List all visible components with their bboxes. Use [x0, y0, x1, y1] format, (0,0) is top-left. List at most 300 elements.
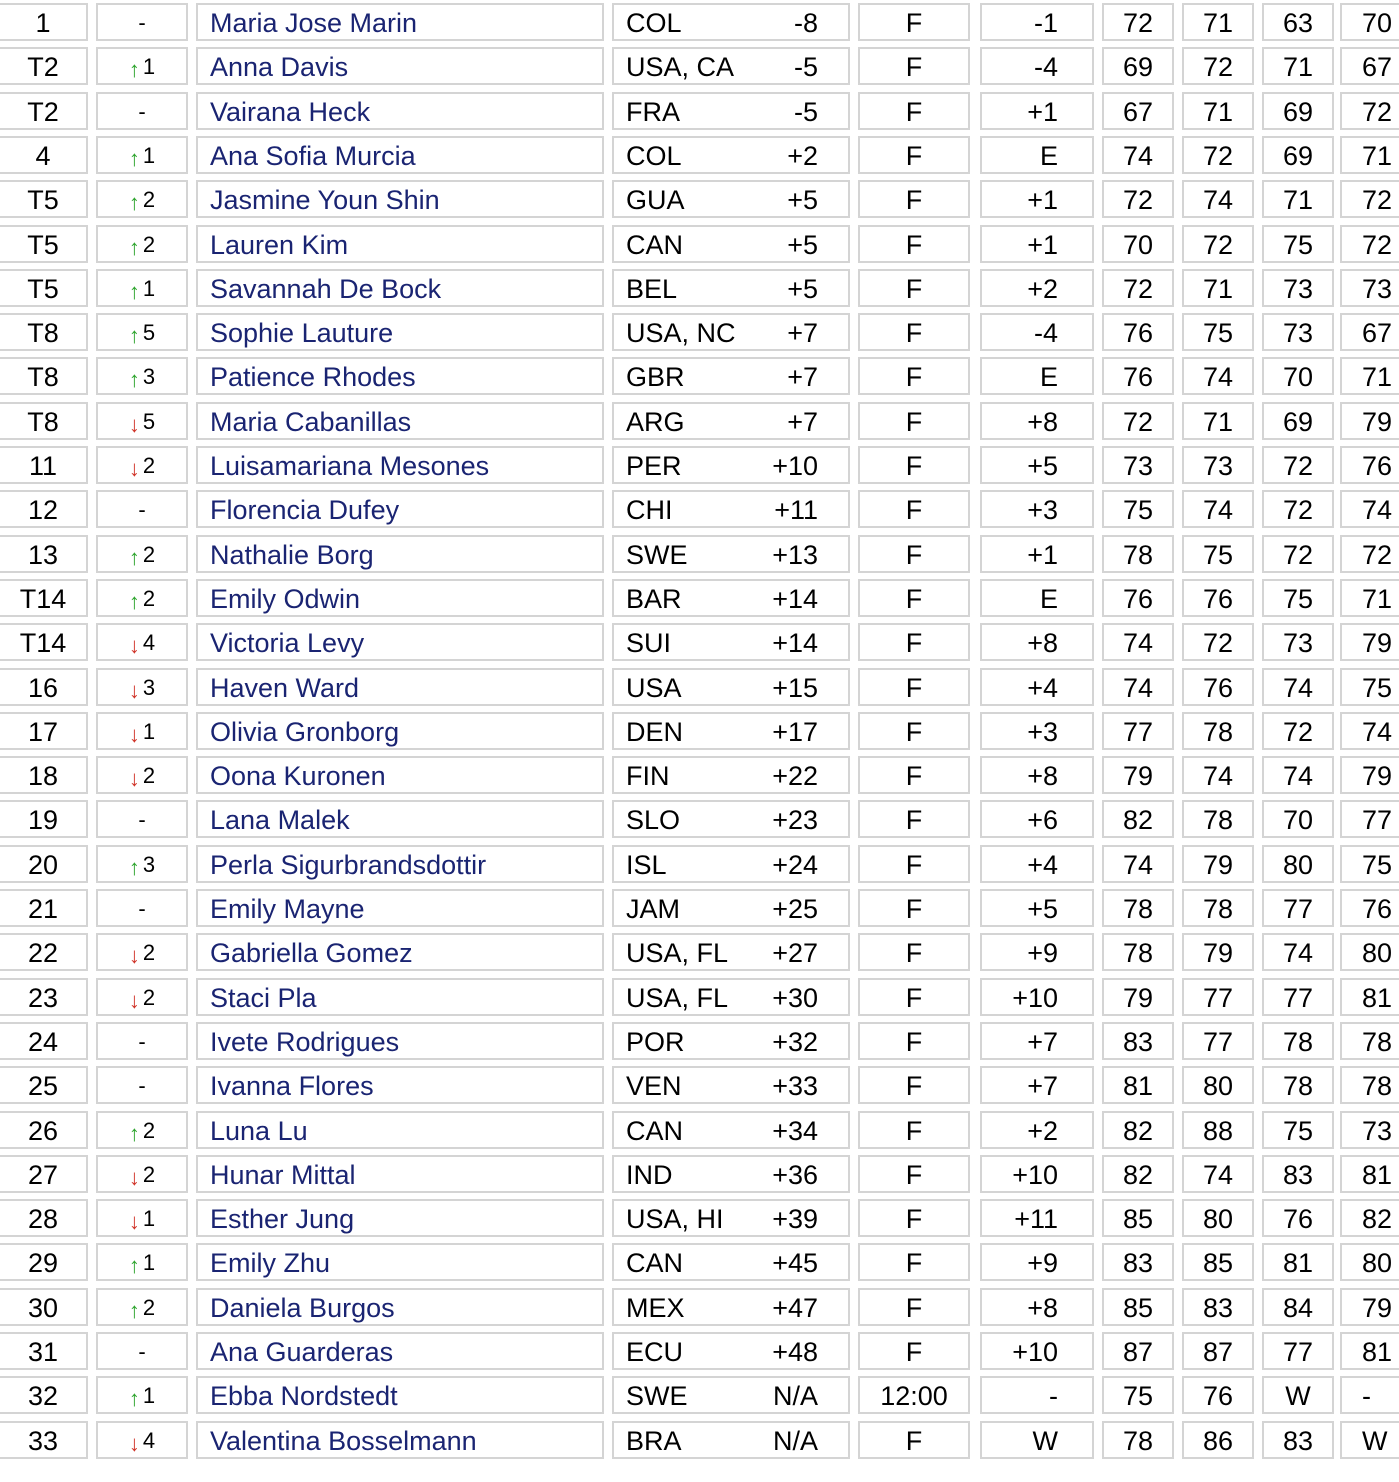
movement-cell: [96, 933, 188, 971]
movement-cell: [96, 136, 188, 174]
thru-cell: F: [858, 668, 970, 706]
down-arrow-icon: ↓: [128, 456, 140, 481]
up-arrow-icon: ↑: [128, 190, 140, 215]
player-name-link[interactable]: Florencia Dufey: [196, 490, 604, 528]
round-1-score: 79: [1102, 756, 1174, 794]
player-name-link[interactable]: Nathalie Borg: [196, 535, 604, 573]
country-value: SWE: [626, 540, 688, 570]
round-2-score: 78: [1182, 800, 1254, 838]
round-4-score: 77: [1340, 800, 1399, 838]
round-3-score: 69: [1262, 92, 1334, 130]
movement-cell: [96, 1376, 188, 1414]
position-cell: 12: [0, 490, 88, 528]
round-3-score: 71: [1262, 180, 1334, 218]
round-4-score: 70: [1340, 3, 1399, 41]
round-1-score: 74: [1102, 623, 1174, 661]
movement-cell: [96, 180, 188, 218]
round-3-score: 75: [1262, 1111, 1334, 1149]
country-cell: [612, 1199, 850, 1237]
player-name-link[interactable]: Luisamariana Mesones: [196, 446, 604, 484]
round-4-score: 81: [1340, 1155, 1399, 1193]
table-row: [0, 842, 1399, 886]
table-row: [0, 1285, 1399, 1329]
total-score: +7: [787, 318, 818, 348]
round-1-score: 78: [1102, 535, 1174, 573]
country-cell: [612, 535, 850, 573]
up-arrow-icon: ↑: [128, 146, 140, 171]
round-3-score: 77: [1262, 978, 1334, 1016]
country-cell: [612, 1421, 850, 1459]
total-score: N/A: [772, 1426, 818, 1456]
today-score-cell: +8: [980, 402, 1094, 440]
round-4-score: 67: [1340, 313, 1399, 351]
today-score-cell: +8: [980, 756, 1094, 794]
today-score-cell: +8: [980, 623, 1094, 661]
round-1-score: 76: [1102, 579, 1174, 617]
round-2-score: 79: [1182, 845, 1254, 883]
round-3-score: 69: [1262, 136, 1334, 174]
round-2-score: 77: [1182, 1022, 1254, 1060]
round-1-score: 73: [1102, 446, 1174, 484]
today-score-cell: -4: [980, 47, 1094, 85]
country-value: JAM: [626, 894, 680, 924]
movement-value: 2: [142, 763, 156, 788]
player-name-link[interactable]: Ivete Rodrigues: [196, 1022, 604, 1060]
country-value: FRA: [626, 97, 680, 127]
country-cell: [612, 3, 850, 41]
thru-cell: F: [858, 1332, 970, 1370]
country-cell: [612, 800, 850, 838]
thru-cell: F: [858, 1199, 970, 1237]
country-cell: [612, 1155, 850, 1193]
table-row: [0, 177, 1399, 221]
total-score: -8: [793, 8, 818, 38]
country-value: ECU: [626, 1337, 684, 1367]
round-4-score: 72: [1340, 225, 1399, 263]
round-4-score: 72: [1340, 180, 1399, 218]
country-value: POR: [626, 1027, 685, 1057]
round-2-score: 74: [1182, 180, 1254, 218]
round-2-score: 71: [1182, 3, 1254, 41]
round-2-score: 74: [1182, 490, 1254, 528]
today-score-cell: +4: [980, 668, 1094, 706]
position-cell: T5: [0, 180, 88, 218]
round-2-score: 73: [1182, 446, 1254, 484]
down-arrow-icon: ↓: [128, 1431, 140, 1456]
round-4-score: 79: [1340, 1288, 1399, 1326]
movement-cell: [96, 1066, 188, 1104]
table-row: [0, 266, 1399, 310]
down-arrow-icon: ↓: [128, 633, 140, 658]
round-4-score: 81: [1340, 1332, 1399, 1370]
thru-cell: F: [858, 579, 970, 617]
total-score: N/A: [772, 1381, 818, 1411]
country-cell: [612, 1332, 850, 1370]
movement-cell: [96, 357, 188, 395]
position-cell: 4: [0, 136, 88, 174]
player-name-link[interactable]: Daniela Burgos: [196, 1288, 604, 1326]
round-3-score: 72: [1262, 446, 1334, 484]
total-score: +33: [772, 1071, 818, 1101]
movement-value: 4: [142, 630, 156, 655]
round-3-score: 83: [1262, 1155, 1334, 1193]
round-4-score: 78: [1340, 1066, 1399, 1104]
total-score: +23: [772, 805, 818, 835]
round-1-score: 78: [1102, 889, 1174, 927]
movement-value: 3: [142, 364, 156, 389]
country-cell: [612, 136, 850, 174]
round-1-score: 76: [1102, 357, 1174, 395]
round-2-score: 83: [1182, 1288, 1254, 1326]
today-score-cell: +3: [980, 712, 1094, 750]
round-1-score: 82: [1102, 800, 1174, 838]
down-arrow-icon: ↓: [128, 678, 140, 703]
total-score: +27: [772, 938, 818, 968]
movement-value: -: [138, 1339, 146, 1364]
up-arrow-icon: ↑: [128, 279, 140, 304]
player-name-link[interactable]: Esther Jung: [196, 1199, 604, 1237]
total-score: +34: [772, 1116, 818, 1146]
country-value: USA, NC: [626, 318, 736, 348]
player-name-link[interactable]: Staci Pla: [196, 978, 604, 1016]
movement-cell: [96, 446, 188, 484]
total-score: +7: [787, 362, 818, 392]
round-1-score: 72: [1102, 402, 1174, 440]
round-1-score: 67: [1102, 92, 1174, 130]
table-row: [0, 665, 1399, 709]
total-score: +15: [772, 673, 818, 703]
round-1-score: 83: [1102, 1022, 1174, 1060]
round-1-score: 87: [1102, 1332, 1174, 1370]
movement-value: -: [138, 99, 146, 124]
round-4-score: 81: [1340, 978, 1399, 1016]
position-cell: T14: [0, 623, 88, 661]
country-cell: [612, 446, 850, 484]
movement-cell: [96, 800, 188, 838]
movement-value: -: [138, 807, 146, 832]
player-name-link[interactable]: Gabriella Gomez: [196, 933, 604, 971]
total-score: +32: [772, 1027, 818, 1057]
country-cell: [612, 1288, 850, 1326]
today-score-cell: +2: [980, 1111, 1094, 1149]
country-value: BRA: [626, 1426, 682, 1456]
down-arrow-icon: ↓: [128, 943, 140, 968]
round-4-score: 79: [1340, 402, 1399, 440]
country-value: COL: [626, 8, 682, 38]
player-name-link[interactable]: Oona Kuronen: [196, 756, 604, 794]
player-name-link[interactable]: Maria Jose Marin: [196, 3, 604, 41]
up-arrow-icon: ↑: [128, 545, 140, 570]
movement-value: 1: [142, 1250, 156, 1275]
today-score-cell: +3: [980, 490, 1094, 528]
round-4-score: 82: [1340, 1199, 1399, 1237]
position-cell: 22: [0, 933, 88, 971]
round-2-score: 71: [1182, 402, 1254, 440]
total-score: +45: [772, 1248, 818, 1278]
table-row: [0, 222, 1399, 266]
player-name-link[interactable]: Emily Zhu: [196, 1243, 604, 1281]
round-4-score: 80: [1340, 933, 1399, 971]
thru-cell: F: [858, 136, 970, 174]
today-score-cell: +5: [980, 889, 1094, 927]
thru-cell: F: [858, 1155, 970, 1193]
down-arrow-icon: ↓: [128, 412, 140, 437]
country-value: CAN: [626, 230, 684, 260]
movement-value: -: [138, 497, 146, 522]
round-2-score: 88: [1182, 1111, 1254, 1149]
round-4-score: 71: [1340, 579, 1399, 617]
down-arrow-icon: ↓: [128, 766, 140, 791]
movement-value: 5: [142, 320, 156, 345]
up-arrow-icon: ↑: [128, 367, 140, 392]
round-4-score: 72: [1340, 535, 1399, 573]
total-score: +24: [772, 850, 818, 880]
round-2-score: 78: [1182, 712, 1254, 750]
player-name-link[interactable]: Emily Mayne: [196, 889, 604, 927]
movement-value: 2: [142, 1118, 156, 1143]
player-name-link[interactable]: Emily Odwin: [196, 579, 604, 617]
total-score: +25: [772, 894, 818, 924]
position-cell: T8: [0, 313, 88, 351]
thru-cell: F: [858, 269, 970, 307]
total-score: +14: [772, 628, 818, 658]
position-cell: 1: [0, 3, 88, 41]
round-4-score: 76: [1340, 889, 1399, 927]
country-cell: [612, 1243, 850, 1281]
position-cell: T2: [0, 47, 88, 85]
round-1-score: 85: [1102, 1288, 1174, 1326]
player-name-link[interactable]: Ebba Nordstedt: [196, 1376, 604, 1414]
movement-value: -: [138, 896, 146, 921]
round-2-score: 71: [1182, 92, 1254, 130]
movement-value: -: [138, 1073, 146, 1098]
movement-cell: [96, 1111, 188, 1149]
table-row: [0, 1063, 1399, 1107]
country-value: CAN: [626, 1248, 684, 1278]
movement-value: 1: [142, 143, 156, 168]
player-name-link[interactable]: Luna Lu: [196, 1111, 604, 1149]
player-name-link[interactable]: Ivanna Flores: [196, 1066, 604, 1104]
country-value: COL: [626, 141, 682, 171]
thru-cell: F: [858, 402, 970, 440]
country-cell: [612, 357, 850, 395]
movement-cell: [96, 1155, 188, 1193]
country-value: SWE: [626, 1381, 688, 1411]
round-3-score: 74: [1262, 756, 1334, 794]
country-cell: [612, 889, 850, 927]
movement-cell: [96, 47, 188, 85]
movement-value: 2: [142, 985, 156, 1010]
round-4-score: 74: [1340, 712, 1399, 750]
player-name-link[interactable]: Haven Ward: [196, 668, 604, 706]
today-score-cell: +1: [980, 180, 1094, 218]
country-cell: [612, 1066, 850, 1104]
player-name-link[interactable]: Lauren Kim: [196, 225, 604, 263]
table-row: [0, 1329, 1399, 1373]
round-3-score: 63: [1262, 3, 1334, 41]
player-name-link[interactable]: Lana Malek: [196, 800, 604, 838]
country-value: USA, FL: [626, 983, 729, 1013]
country-value: FIN: [626, 761, 670, 791]
country-value: ISL: [626, 850, 667, 880]
thru-cell: F: [858, 978, 970, 1016]
position-cell: T2: [0, 92, 88, 130]
country-cell: [612, 490, 850, 528]
round-2-score: 72: [1182, 47, 1254, 85]
movement-cell: [96, 1288, 188, 1326]
position-cell: 26: [0, 1111, 88, 1149]
country-value: USA, CA: [626, 52, 735, 82]
down-arrow-icon: ↓: [128, 988, 140, 1013]
round-3-score: 73: [1262, 313, 1334, 351]
player-name-link[interactable]: Valentina Bosselmann: [196, 1421, 604, 1459]
round-3-score: 72: [1262, 490, 1334, 528]
round-4-score: 79: [1340, 756, 1399, 794]
thru-cell: F: [858, 225, 970, 263]
round-3-score: 78: [1262, 1066, 1334, 1104]
thru-cell: F: [858, 889, 970, 927]
player-name-link[interactable]: Perla Sigurbrandsdottir: [196, 845, 604, 883]
table-row: [0, 0, 1399, 44]
position-cell: 17: [0, 712, 88, 750]
country-cell: [612, 402, 850, 440]
round-4-score: 75: [1340, 668, 1399, 706]
country-cell: [612, 92, 850, 130]
today-score-cell: +7: [980, 1066, 1094, 1104]
thru-cell: F: [858, 712, 970, 750]
player-name-link[interactable]: Hunar Mittal: [196, 1155, 604, 1193]
total-score: +47: [772, 1293, 818, 1323]
table-row: [0, 399, 1399, 443]
table-row: [0, 1240, 1399, 1284]
round-1-score: 74: [1102, 136, 1174, 174]
round-1-score: 74: [1102, 845, 1174, 883]
movement-cell: [96, 1421, 188, 1459]
today-score-cell: E: [980, 357, 1094, 395]
movement-value: 2: [142, 542, 156, 567]
player-name-link[interactable]: Ana Guarderas: [196, 1332, 604, 1370]
round-2-score: 76: [1182, 1376, 1254, 1414]
round-2-score: 76: [1182, 579, 1254, 617]
player-name-link[interactable]: Victoria Levy: [196, 623, 604, 661]
round-2-score: 80: [1182, 1066, 1254, 1104]
position-cell: T14: [0, 579, 88, 617]
position-cell: 20: [0, 845, 88, 883]
country-cell: [612, 1376, 850, 1414]
movement-value: 2: [142, 1162, 156, 1187]
table-row: [0, 620, 1399, 664]
total-score: +30: [772, 983, 818, 1013]
position-cell: 27: [0, 1155, 88, 1193]
thru-cell: F: [858, 490, 970, 528]
movement-value: 1: [142, 719, 156, 744]
position-cell: 24: [0, 1022, 88, 1060]
round-1-score: 70: [1102, 225, 1174, 263]
player-name-link[interactable]: Maria Cabanillas: [196, 402, 604, 440]
round-1-score: 78: [1102, 1421, 1174, 1459]
movement-cell: [96, 313, 188, 351]
round-3-score: 76: [1262, 1199, 1334, 1237]
today-score-cell: -1: [980, 3, 1094, 41]
round-2-score: 74: [1182, 1155, 1254, 1193]
movement-value: 2: [142, 453, 156, 478]
player-name-link[interactable]: Ana Sofia Murcia: [196, 136, 604, 174]
thru-cell: F: [858, 446, 970, 484]
round-2-score: 85: [1182, 1243, 1254, 1281]
table-row: [0, 1418, 1399, 1462]
position-cell: 32: [0, 1376, 88, 1414]
position-cell: 31: [0, 1332, 88, 1370]
round-1-score: 72: [1102, 269, 1174, 307]
country-cell: [612, 623, 850, 661]
position-cell: 21: [0, 889, 88, 927]
country-value: GUA: [626, 185, 685, 215]
round-2-score: 71: [1182, 269, 1254, 307]
movement-value: -: [138, 1029, 146, 1054]
thru-cell: F: [858, 1288, 970, 1326]
round-4-score: 73: [1340, 269, 1399, 307]
player-name-link[interactable]: Patience Rhodes: [196, 357, 604, 395]
round-2-score: 72: [1182, 623, 1254, 661]
movement-value: 5: [142, 409, 156, 434]
table-row: [0, 1152, 1399, 1196]
round-4-score: 76: [1340, 446, 1399, 484]
country-value: USA: [626, 673, 682, 703]
table-row: [0, 487, 1399, 531]
thru-cell: F: [858, 845, 970, 883]
table-row: [0, 310, 1399, 354]
player-name-link[interactable]: Anna Davis: [196, 47, 604, 85]
movement-cell: [96, 225, 188, 263]
round-2-score: 76: [1182, 668, 1254, 706]
player-name-link[interactable]: Savannah De Bock: [196, 269, 604, 307]
table-row: [0, 1019, 1399, 1063]
round-4-score: 78: [1340, 1022, 1399, 1060]
movement-cell: [96, 712, 188, 750]
position-cell: 23: [0, 978, 88, 1016]
round-4-score: 80: [1340, 1243, 1399, 1281]
movement-value: 3: [142, 852, 156, 877]
position-cell: 18: [0, 756, 88, 794]
total-score: -5: [793, 97, 818, 127]
thru-cell: F: [858, 180, 970, 218]
today-score-cell: +4: [980, 845, 1094, 883]
total-score: +5: [787, 274, 818, 304]
round-1-score: 75: [1102, 1376, 1174, 1414]
table-row: [0, 797, 1399, 841]
player-name-link[interactable]: Olivia Gronborg: [196, 712, 604, 750]
player-name-link[interactable]: Jasmine Youn Shin: [196, 180, 604, 218]
movement-value: 2: [142, 586, 156, 611]
country-cell: [612, 712, 850, 750]
country-cell: [612, 225, 850, 263]
country-cell: [612, 1111, 850, 1149]
round-1-score: 82: [1102, 1155, 1174, 1193]
round-1-score: 72: [1102, 3, 1174, 41]
round-4-score: 73: [1340, 1111, 1399, 1149]
total-score: +36: [772, 1160, 818, 1190]
movement-cell: [96, 402, 188, 440]
movement-cell: [96, 579, 188, 617]
up-arrow-icon: ↑: [128, 235, 140, 260]
down-arrow-icon: ↓: [128, 722, 140, 747]
movement-cell: [96, 3, 188, 41]
round-3-score: 75: [1262, 579, 1334, 617]
movement-value: 1: [142, 1206, 156, 1231]
player-name-link[interactable]: Vairana Heck: [196, 92, 604, 130]
round-3-score: 75: [1262, 225, 1334, 263]
player-name-link[interactable]: Sophie Lauture: [196, 313, 604, 351]
